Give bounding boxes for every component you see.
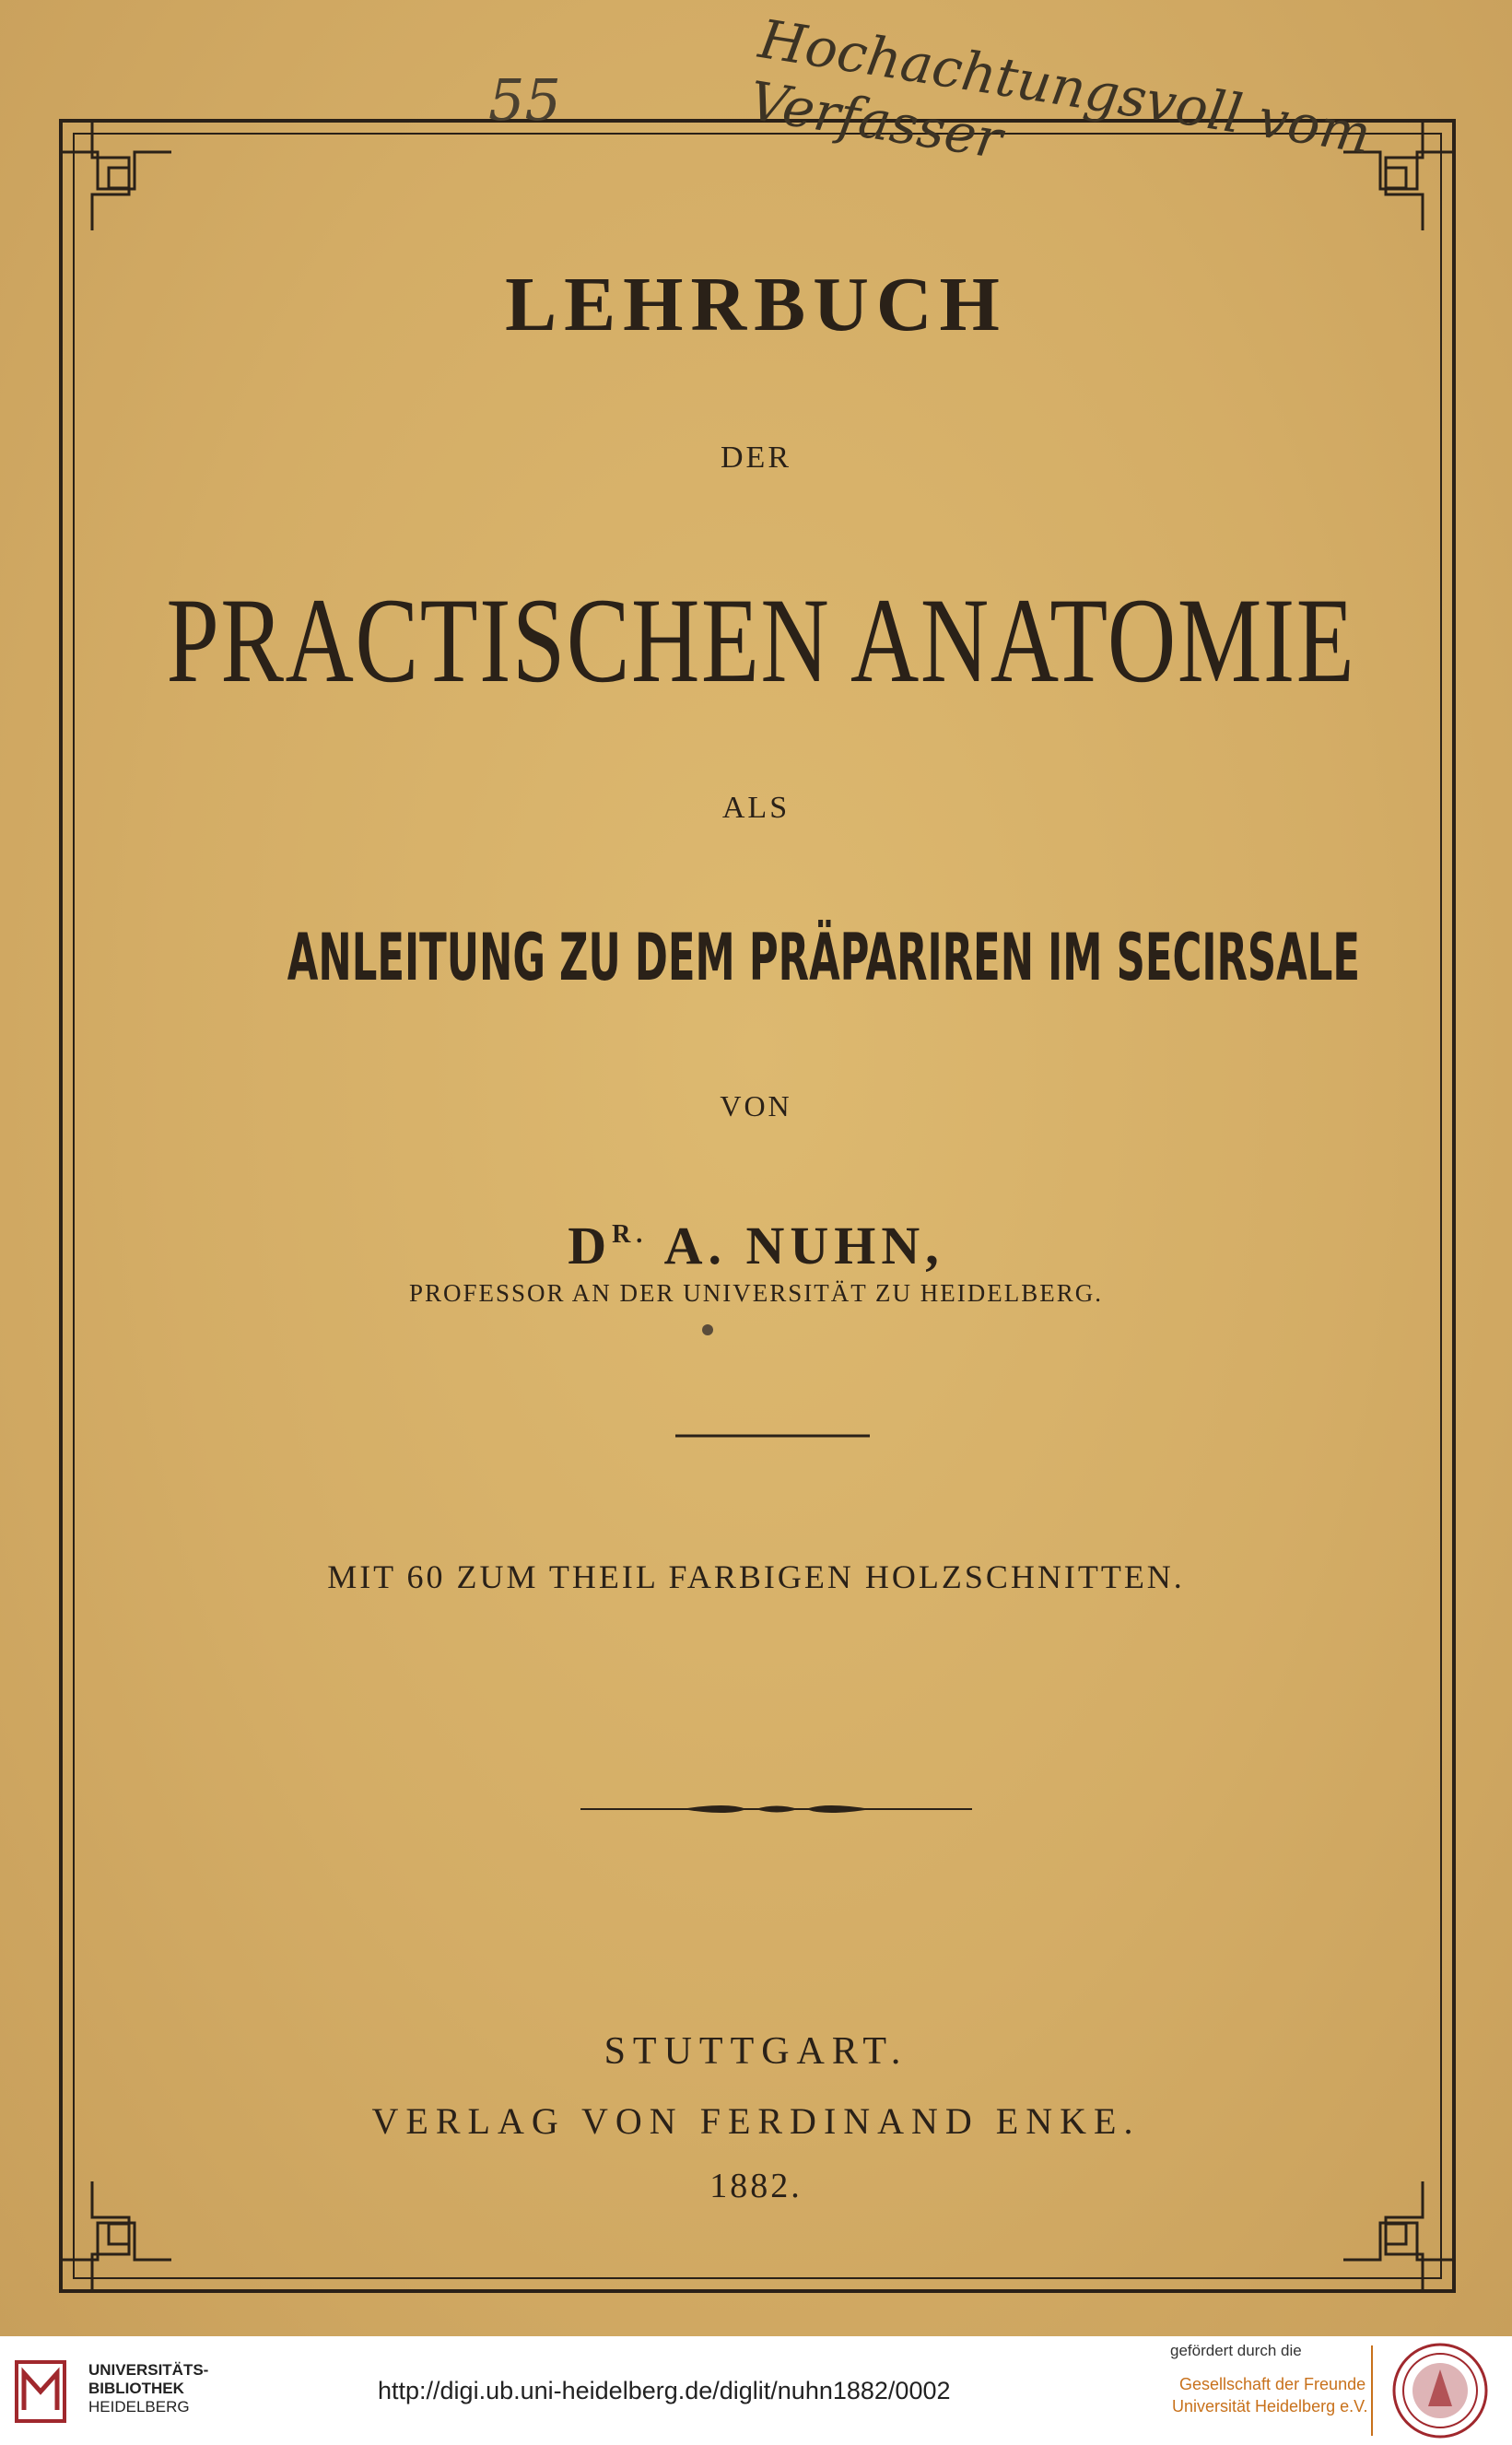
author-surname: A. NUHN, [663, 1216, 944, 1275]
library-name-line1: UNIVERSITÄTS- [88, 2361, 209, 2379]
main-title: PRACTISCHEN ANATOMIE [166, 572, 1356, 708]
corner-ornament-top-left [61, 121, 171, 230]
library-logo-icon [13, 2355, 68, 2428]
title-lehrbuch: LEHRBUCH [505, 262, 1007, 347]
footer-divider [1371, 2345, 1373, 2436]
author-prefix-sup: R. [612, 1220, 649, 1249]
library-name-line3: HEIDELBERG [88, 2398, 190, 2416]
ornament-dot [702, 1324, 713, 1335]
society-name-line1: Gesellschaft der Freunde [1179, 2375, 1366, 2393]
publisher-name: VERLAG VON FERDINAND ENKE. [371, 2100, 1141, 2142]
sponsor-label: gefördert durch die [1170, 2342, 1302, 2359]
publication-year: 1882. [709, 2167, 803, 2205]
society-name-line2: Universität Heidelberg e.V. [1172, 2397, 1368, 2416]
author-name [0, 1215, 1512, 1276]
title-der: DER [721, 441, 791, 475]
library-name-line2: BIBLIOTHEK [88, 2380, 184, 2397]
handwritten-shelfmark: 55 [488, 66, 561, 134]
university-seal-icon [1391, 2342, 1489, 2439]
illustrations-note: MIT 60 ZUM THEIL FARBIGEN HOLZSCHNITTEN. [327, 1558, 1185, 1595]
author-prefix: D [568, 1216, 613, 1275]
decorative-rule [580, 1805, 972, 1813]
publisher-city: STUTTGART. [604, 2030, 908, 2073]
footer-bar [0, 2336, 1512, 2445]
title-als: ALS [721, 791, 791, 825]
permalink-url[interactable]: http://digi.ub.uni-heidelberg.de/diglit/nuhn1882/0002 [378, 2377, 951, 2404]
title-von: VON [720, 1089, 792, 1123]
subtitle: ANLEITUNG ZU DEM PRÄPARIREN IM SECIRSALE [287, 920, 1361, 995]
author-affiliation: PROFESSOR AN DER UNIVERSITÄT ZU HEIDELBERG. [408, 1279, 1104, 1307]
handwritten-dedication: Hochachtungsvoll vom Verfasser [744, 7, 1376, 171]
